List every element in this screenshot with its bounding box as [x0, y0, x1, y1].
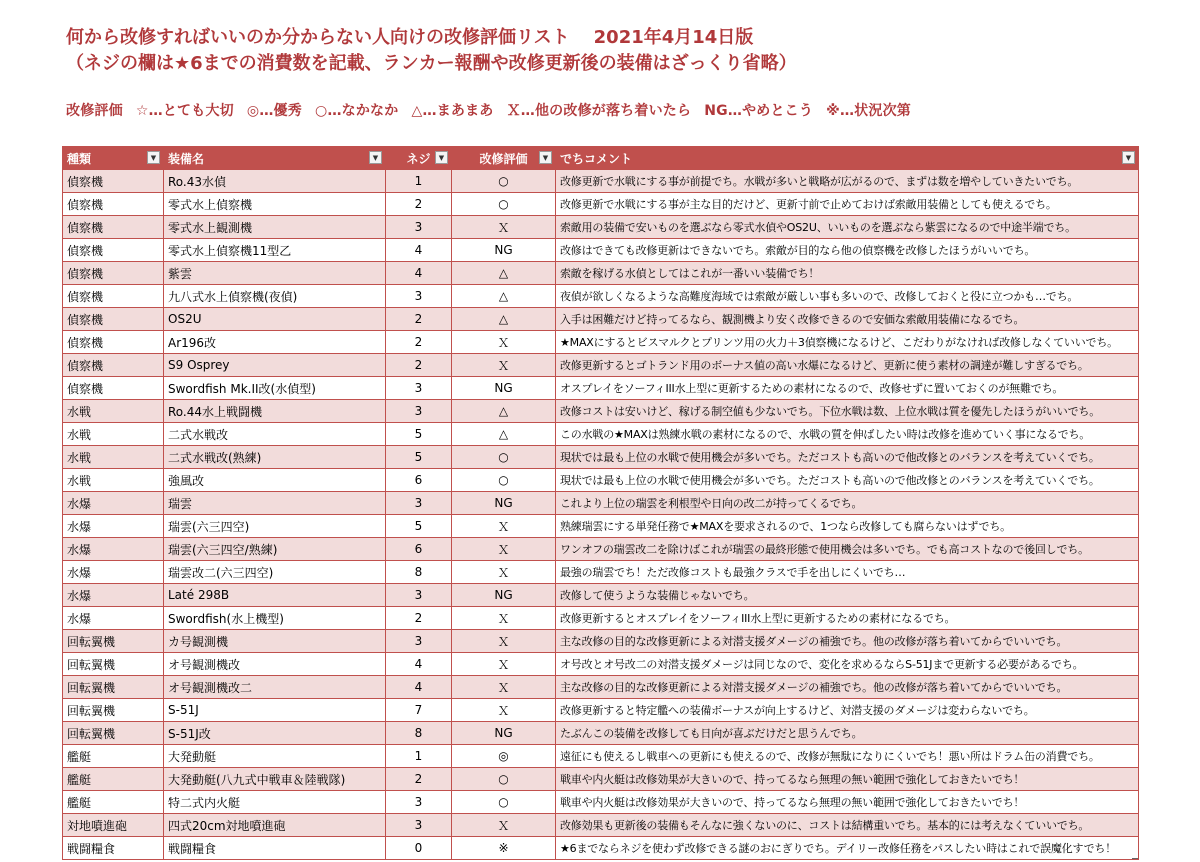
cell-comment: オ号改とオ号改二の対潜支援ダメージは同じなので、変化を求めるならS-51Jまで更新する必要があるでち。 — [556, 653, 1139, 676]
cell-screws: 2 — [386, 308, 452, 331]
table-row — [63, 768, 1139, 791]
cell-equipment-name: Ro.44水上戦闘機 — [164, 400, 386, 423]
cell-type: 回転翼機 — [63, 653, 164, 676]
column-header-screws: ネジ ▼ — [386, 147, 452, 170]
table-row — [63, 423, 1139, 446]
cell-screws: 3 — [386, 216, 452, 239]
cell-comment: 入手は困難だけど持ってるなら、観測機より安く改修できるので安価な索敵用装備になるでち。 — [556, 308, 1139, 331]
cell-screws: 3 — [386, 492, 452, 515]
table-row — [63, 354, 1139, 377]
cell-type: 戦闘糧食 — [63, 837, 164, 860]
cell-equipment-name: S-51J改 — [164, 722, 386, 745]
cell-rating: ○ — [452, 170, 556, 193]
cell-type: 回転翼機 — [63, 722, 164, 745]
cell-screws: 4 — [386, 239, 452, 262]
cell-comment: ★MAXにするとビスマルクとプリンツ用の火力＋3偵察機になるけど、こだわりがなければ改修しなくていいでち。 — [556, 331, 1139, 354]
cell-rating: △ — [452, 308, 556, 331]
cell-rating: △ — [452, 262, 556, 285]
cell-type: 艦艇 — [63, 745, 164, 768]
cell-type: 水爆 — [63, 538, 164, 561]
cell-equipment-name: OS2U — [164, 308, 386, 331]
cell-equipment-name: 大発動艇 — [164, 745, 386, 768]
cell-screws: 4 — [386, 676, 452, 699]
cell-comment: 改修コストは安いけど、稼げる制空値も少ないでち。下位水戦は数、上位水戦は質を優先したほうがいいでち。 — [556, 400, 1139, 423]
cell-type: 偵察機 — [63, 285, 164, 308]
cell-rating: △ — [452, 400, 556, 423]
cell-equipment-name: 瑞雲(六三四空) — [164, 515, 386, 538]
cell-comment: 主な改修の目的な改修更新による対潜支援ダメージの補強でち。他の改修が落ち着いてからでいいでち。 — [556, 630, 1139, 653]
cell-comment: 索敵用の装備で安いものを選ぶなら零式水偵やOS2U、いいものを選ぶなら紫雲になるので中途半端でち。 — [556, 216, 1139, 239]
table-row — [63, 446, 1139, 469]
cell-comment: 戦車や内火艇は改修効果が大きいので、持ってるなら無理の無い範囲で強化しておきたいでち！ — [556, 791, 1139, 814]
cell-comment: 改修して使うような装備じゃないでち。 — [556, 584, 1139, 607]
cell-screws: 1 — [386, 745, 452, 768]
table-resize-handle[interactable] — [1132, 852, 1139, 860]
cell-rating: △ — [452, 423, 556, 446]
cell-rating: ○ — [452, 193, 556, 216]
cell-screws: 0 — [386, 837, 452, 860]
filter-dropdown-icon[interactable]: ▼ — [435, 151, 448, 164]
table-row — [63, 239, 1139, 262]
table-row — [63, 193, 1139, 216]
cell-screws: 6 — [386, 469, 452, 492]
title-date: 2021年4月14日版 — [593, 27, 754, 48]
legend-item: △…まあまあ — [411, 103, 494, 119]
cell-screws: 4 — [386, 653, 452, 676]
table-row — [63, 400, 1139, 423]
cell-type: 水戦 — [63, 446, 164, 469]
cell-comment: これより上位の瑞雲を利根型や日向の改二が持ってくるでち。 — [556, 492, 1139, 515]
cell-type: 偵察機 — [63, 377, 164, 400]
cell-rating: NG — [452, 492, 556, 515]
cell-equipment-name: 零式水上観測機 — [164, 216, 386, 239]
cell-screws: 8 — [386, 561, 452, 584]
table-row — [63, 561, 1139, 584]
table-row — [63, 607, 1139, 630]
legend-label: 改修評価 — [66, 103, 123, 119]
cell-equipment-name: 紫雲 — [164, 262, 386, 285]
cell-comment: オスプレイをソーフィIII水上型に更新するための素材になるので、改修せずに置いておくのが無難でち。 — [556, 377, 1139, 400]
legend-item: ◎…優秀 — [246, 103, 302, 119]
cell-comment: 索敵を稼げる水偵としてはこれが一番いい装備でち！ — [556, 262, 1139, 285]
table-row — [63, 676, 1139, 699]
cell-equipment-name: Ro.43水偵 — [164, 170, 386, 193]
cell-screws: 1 — [386, 170, 452, 193]
table-row — [63, 515, 1139, 538]
cell-screws: 3 — [386, 377, 452, 400]
cell-equipment-name: 瑞雲(六三四空/熟練) — [164, 538, 386, 561]
page-title — [66, 25, 1186, 77]
cell-rating: ○ — [452, 768, 556, 791]
cell-rating: NG — [452, 584, 556, 607]
cell-screws: 3 — [386, 814, 452, 837]
filter-dropdown-icon[interactable]: ▼ — [369, 151, 382, 164]
table-row — [63, 722, 1139, 745]
cell-type: 水戦 — [63, 423, 164, 446]
cell-rating: Ｘ — [452, 538, 556, 561]
cell-type: 偵察機 — [63, 239, 164, 262]
cell-rating: NG — [452, 722, 556, 745]
cell-rating: Ｘ — [452, 354, 556, 377]
title-text: 何から改修すればいいのか分からない人向けの改修評価リスト — [66, 27, 570, 48]
cell-equipment-name: 九八式水上偵察機(夜偵) — [164, 285, 386, 308]
cell-equipment-name: オ号観測機改二 — [164, 676, 386, 699]
table-row — [63, 814, 1139, 837]
cell-equipment-name: 戦闘糧食 — [164, 837, 386, 860]
table-row — [63, 262, 1139, 285]
cell-type: 回転翼機 — [63, 676, 164, 699]
cell-equipment-name: Laté 298B — [164, 584, 386, 607]
table-row — [63, 699, 1139, 722]
cell-rating: Ｘ — [452, 515, 556, 538]
cell-equipment-name: Swordfish Mk.II改(水偵型) — [164, 377, 386, 400]
cell-equipment-name: S9 Osprey — [164, 354, 386, 377]
cell-type: 水爆 — [63, 607, 164, 630]
cell-rating: Ｘ — [452, 216, 556, 239]
cell-equipment-name: S-51J — [164, 699, 386, 722]
cell-type: 回転翼機 — [63, 630, 164, 653]
cell-screws: 5 — [386, 423, 452, 446]
table-row — [63, 584, 1139, 607]
cell-equipment-name: 瑞雲改二(六三四空) — [164, 561, 386, 584]
cell-comment: 改修更新で水戦にする事が主な目的だけど、更新寸前で止めておけば索敵用装備としても使えるでち。 — [556, 193, 1139, 216]
cell-screws: 3 — [386, 584, 452, 607]
cell-type: 水爆 — [63, 561, 164, 584]
legend-item: ○…なかなか — [315, 103, 399, 119]
cell-comment: 遠征にも使えるし戦車への更新にも使えるので、改修が無駄になりにくいでち！悪い所はドラム缶の消費でち。 — [556, 745, 1139, 768]
cell-rating: Ｘ — [452, 676, 556, 699]
table-row — [63, 630, 1139, 653]
cell-comment: 改修更新するとオスプレイをソーフィIII水上型に更新するための素材になるでち。 — [556, 607, 1139, 630]
upgrade-table — [62, 146, 1139, 860]
cell-comment: 現状では最も上位の水戦で使用機会が多いでち。ただコストも高いので他改修とのバランスを考えていくでち。 — [556, 469, 1139, 492]
cell-rating: ○ — [452, 446, 556, 469]
table-row — [63, 170, 1139, 193]
cell-rating: NG — [452, 239, 556, 262]
rating-legend — [66, 100, 919, 120]
cell-screws: 3 — [386, 791, 452, 814]
cell-equipment-name: Swordfish(水上機型) — [164, 607, 386, 630]
cell-rating: Ｘ — [452, 630, 556, 653]
column-header-comment: でちコメント ▼ — [556, 147, 1139, 170]
cell-screws: 3 — [386, 400, 452, 423]
cell-rating: Ｘ — [452, 331, 556, 354]
cell-comment: 戦車や内火艇は改修効果が大きいので、持ってるなら無理の無い範囲で強化しておきたいでち！ — [556, 768, 1139, 791]
cell-type: 対地噴進砲 — [63, 814, 164, 837]
cell-type: 偵察機 — [63, 262, 164, 285]
table-body — [63, 170, 1139, 860]
cell-equipment-name: オ号観測機改 — [164, 653, 386, 676]
cell-type: 偵察機 — [63, 170, 164, 193]
cell-equipment-name: Ar196改 — [164, 331, 386, 354]
cell-rating: Ｘ — [452, 814, 556, 837]
cell-comment: 熟練瑞雲にする単発任務で★MAXを要求されるので、1つなら改修しても腐らないはずでち。 — [556, 515, 1139, 538]
legend-item: Ｘ…他の改修が落ち着いたら — [506, 103, 692, 119]
table-row — [63, 653, 1139, 676]
cell-comment: ワンオフの瑞雲改二を除けばこれが瑞雲の最終形態で使用機会は多いでち。でも高コストなので後回しでち。 — [556, 538, 1139, 561]
cell-type: 偵察機 — [63, 354, 164, 377]
cell-type: 水爆 — [63, 515, 164, 538]
cell-rating: ○ — [452, 791, 556, 814]
cell-screws: 2 — [386, 768, 452, 791]
cell-equipment-name: 二式水戦改(熟練) — [164, 446, 386, 469]
filter-dropdown-icon[interactable]: ▼ — [147, 151, 160, 164]
cell-type: 艦艇 — [63, 791, 164, 814]
cell-rating: Ｘ — [452, 607, 556, 630]
cell-comment: 最強の瑞雲でち！ただ改修コストも最強クラスで手を出しにくいでち… — [556, 561, 1139, 584]
cell-equipment-name: カ号観測機 — [164, 630, 386, 653]
cell-type: 偵察機 — [63, 331, 164, 354]
cell-comment: たぶんこの装備を改修しても日向が喜ぶだけだと思うんでち。 — [556, 722, 1139, 745]
cell-type: 偵察機 — [63, 193, 164, 216]
cell-screws: 7 — [386, 699, 452, 722]
title-line-2: （ネジの欄は★6までの消費数を記載、ランカー報酬や改修更新後の装備はざっくり省略） — [66, 53, 797, 74]
column-header-type: 種類 ▼ — [63, 147, 164, 170]
table-row — [63, 216, 1139, 239]
cell-screws: 8 — [386, 722, 452, 745]
cell-screws: 3 — [386, 630, 452, 653]
cell-screws: 5 — [386, 515, 452, 538]
cell-type: 偵察機 — [63, 308, 164, 331]
table-row — [63, 837, 1139, 860]
cell-rating: ◎ — [452, 745, 556, 768]
table-row — [63, 331, 1139, 354]
legend-item: ☆…とても大切 — [135, 103, 234, 119]
cell-equipment-name: 特二式内火艇 — [164, 791, 386, 814]
cell-type: 回転翼機 — [63, 699, 164, 722]
table-row — [63, 285, 1139, 308]
cell-comment: 現状では最も上位の水戦で使用機会が多いでち。ただコストも高いので他改修とのバランスを考えていくでち。 — [556, 446, 1139, 469]
cell-type: 水爆 — [63, 584, 164, 607]
cell-comment: 主な改修の目的な改修更新による対潜支援ダメージの補強でち。他の改修が落ち着いてからでいいでち。 — [556, 676, 1139, 699]
table-row — [63, 538, 1139, 561]
cell-screws: 2 — [386, 607, 452, 630]
cell-rating: ※ — [452, 837, 556, 860]
cell-comment: 夜偵が欲しくなるような高難度海域では索敵が厳しい事も多いので、改修しておくと役に立つかも…でち。 — [556, 285, 1139, 308]
cell-screws: 2 — [386, 354, 452, 377]
cell-type: 水戦 — [63, 400, 164, 423]
cell-comment: 改修更新するとゴトランド用のボーナス値の高い水爆になるけど、更新に使う素材の調達が難しすぎるでち。 — [556, 354, 1139, 377]
cell-screws: 4 — [386, 262, 452, 285]
cell-comment: この水戦の★MAXは熟練水戦の素材になるので、水戦の質を伸ばしたい時は改修を進めていく事になるでち。 — [556, 423, 1139, 446]
column-header-rating: 改修評価 ▼ — [452, 147, 556, 170]
cell-comment: 改修効果も更新後の装備もそんなに強くないのに、コストは結構重いでち。基本的には考えなくていいでち。 — [556, 814, 1139, 837]
cell-equipment-name: 零式水上偵察機 — [164, 193, 386, 216]
title-line-1 — [66, 25, 1186, 51]
cell-rating: NG — [452, 377, 556, 400]
cell-equipment-name: 瑞雲 — [164, 492, 386, 515]
table-row — [63, 469, 1139, 492]
table-row — [63, 308, 1139, 331]
table-row — [63, 745, 1139, 768]
cell-comment: 改修はできても改修更新はできないでち。索敵が目的なら他の偵察機を改修したほうがいいでち。 — [556, 239, 1139, 262]
cell-type: 艦艇 — [63, 768, 164, 791]
cell-comment: 改修更新すると特定艦への装備ボーナスが向上するけど、対潜支援のダメージは変わらないでち。 — [556, 699, 1139, 722]
cell-screws: 6 — [386, 538, 452, 561]
cell-screws: 2 — [386, 331, 452, 354]
cell-comment: 改修更新で水戦にする事が前提でち。水戦が多いと戦略が広がるので、まずは数を増やしていきたいでち。 — [556, 170, 1139, 193]
cell-equipment-name: 大発動艇(八九式中戦車＆陸戦隊) — [164, 768, 386, 791]
cell-equipment-name: 強風改 — [164, 469, 386, 492]
filter-dropdown-icon[interactable]: ▼ — [539, 151, 552, 164]
cell-type: 水爆 — [63, 492, 164, 515]
cell-type: 偵察機 — [63, 216, 164, 239]
cell-screws: 5 — [386, 446, 452, 469]
cell-rating: Ｘ — [452, 561, 556, 584]
cell-screws: 2 — [386, 193, 452, 216]
cell-equipment-name: 零式水上偵察機11型乙 — [164, 239, 386, 262]
cell-rating: Ｘ — [452, 653, 556, 676]
table-row — [63, 377, 1139, 400]
cell-equipment-name: 四式20cm対地噴進砲 — [164, 814, 386, 837]
cell-rating: ○ — [452, 469, 556, 492]
cell-equipment-name: 二式水戦改 — [164, 423, 386, 446]
cell-type: 水戦 — [63, 469, 164, 492]
table-row — [63, 791, 1139, 814]
column-header-name: 装備名 ▼ — [164, 147, 386, 170]
cell-screws: 3 — [386, 285, 452, 308]
legend-item: ※…状況次第 — [826, 103, 911, 119]
cell-rating: △ — [452, 285, 556, 308]
table-header-row — [63, 147, 1139, 170]
filter-dropdown-icon[interactable]: ▼ — [1122, 151, 1135, 164]
cell-comment: ★6までならネジを使わず改修できる謎のおにぎりでち。デイリー改修任務をパスしたい時はこれで誤魔化すでち！ — [556, 837, 1139, 860]
table-row — [63, 492, 1139, 515]
cell-rating: Ｘ — [452, 699, 556, 722]
legend-item: NG…やめとこう — [704, 103, 814, 119]
